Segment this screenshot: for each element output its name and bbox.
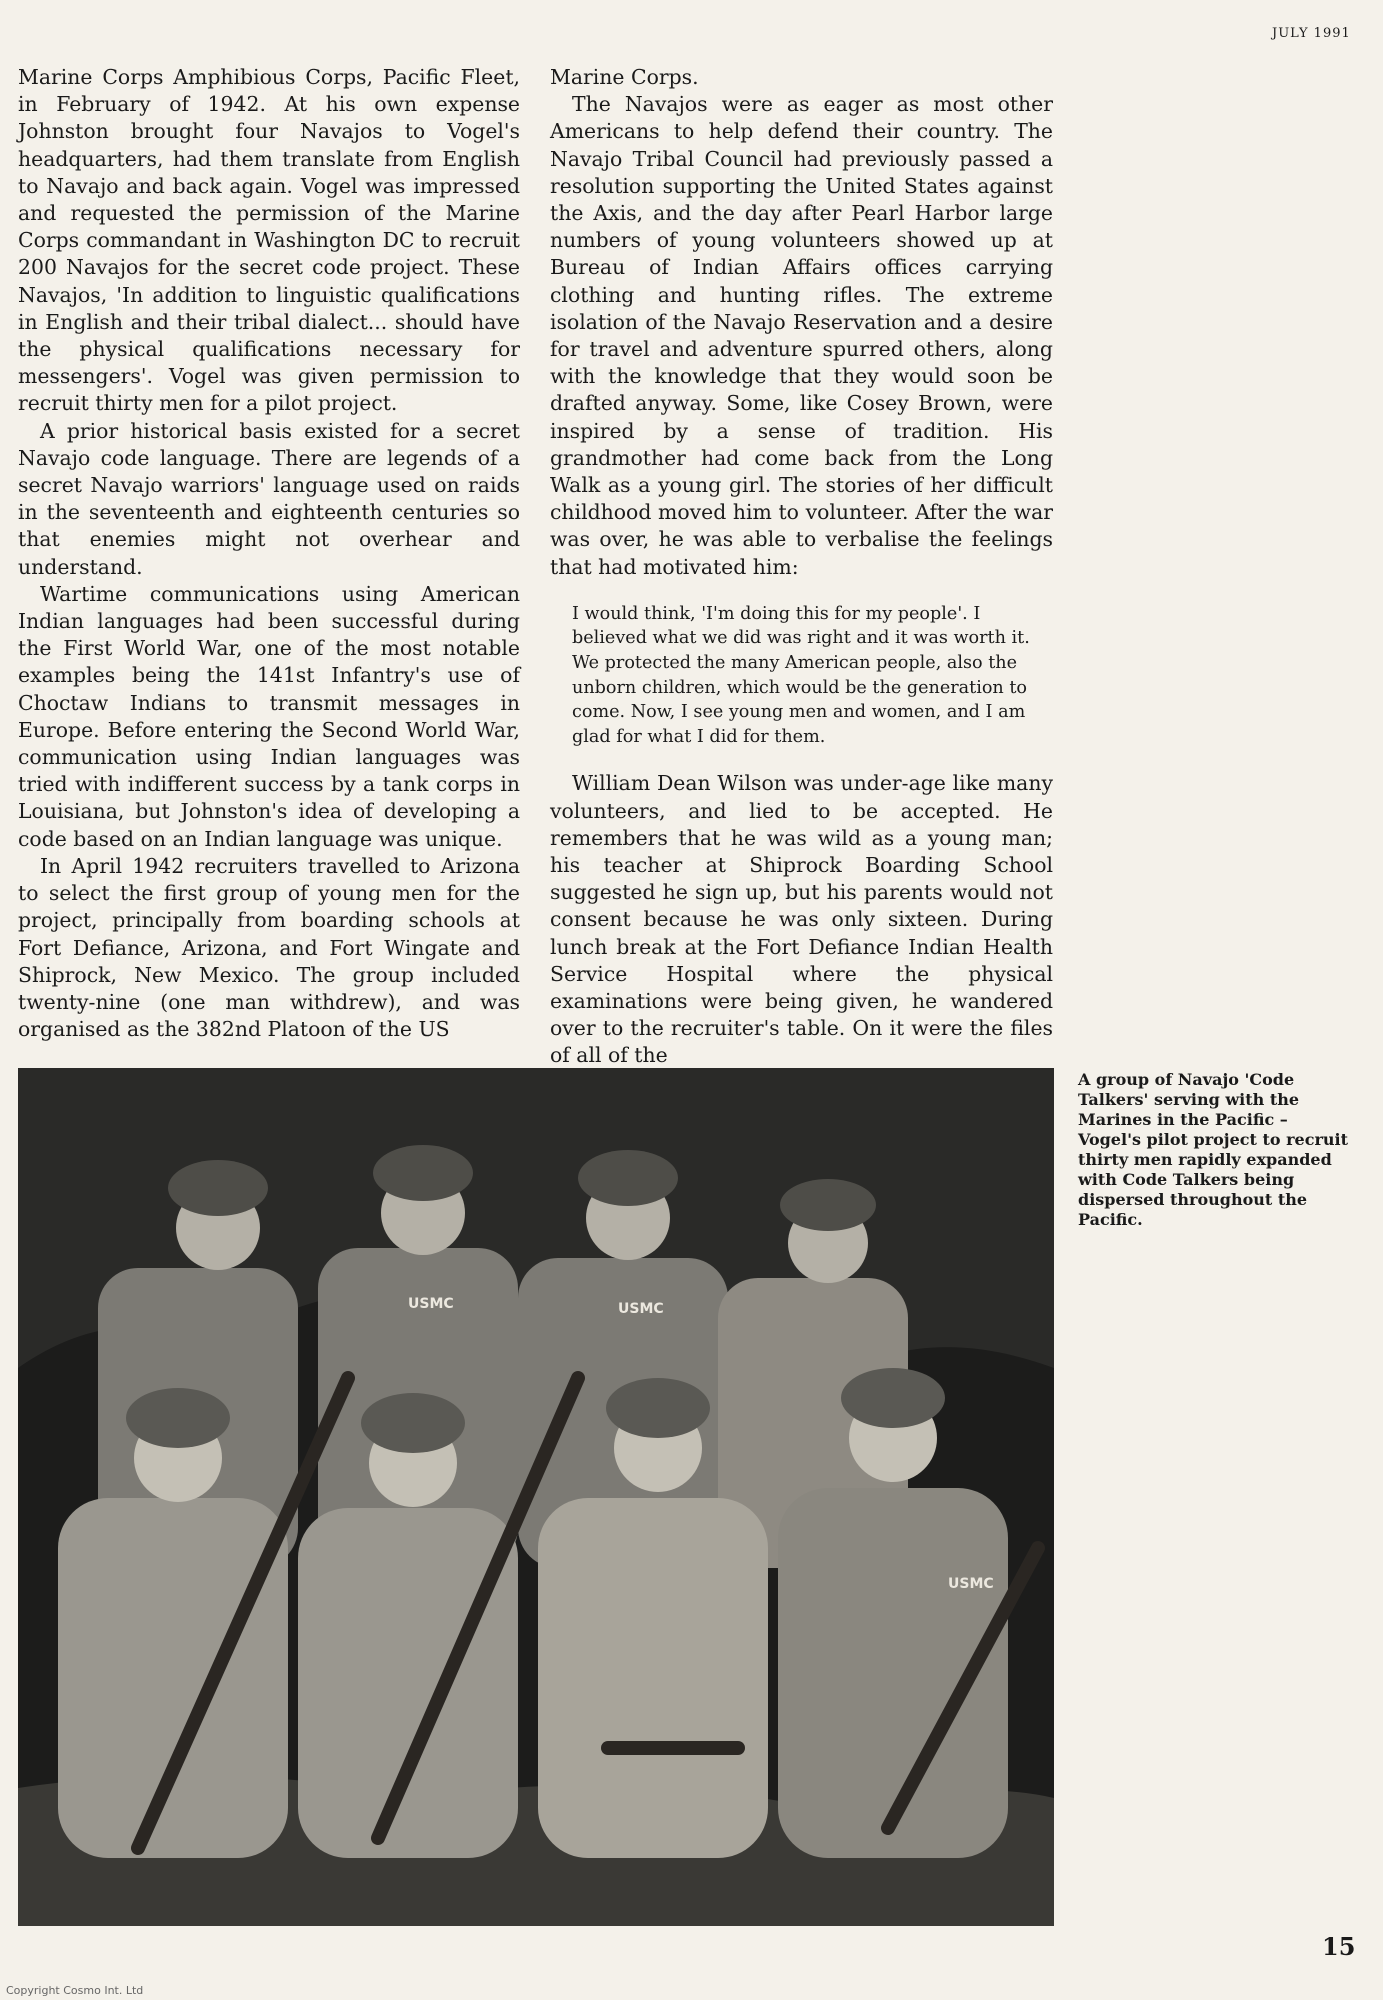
block-quote [572,602,1053,750]
code-talkers-photograph [18,1068,1054,1926]
article-column-right [550,64,1053,1070]
photo-caption: A group of Navajo 'Code Talkers' serving with the Marines in the Pacific – Vogel's pilot project to recruit thirty men rapidly expanded with Code Talkers being dispersed throughout the Pacific. [1078,1070,1348,1229]
paragraph: Wartime communications using American Indian languages had been successful during the First World War, one of the most notable examples being the 141st Infantry's use of Choctaw Indians to transmit messages in Europe. Before entering the Second World War, communication using Indian languages was tried with indifferent success by a tank corps in Louisiana, but Johnston's idea of developing a code based on an Indian language was unique. [18,581,520,851]
paragraph: William Dean Wilson was under-age like many volunteers, and lied to be accepted. He remembers that he was wild as a young man; his teacher at Shiprock Boarding School suggested he sign up, but his parents would not consent because he was only sixteen. During lunch break at the Fort Defiance Indian Health Service Hospital where the physical examinations were being given, he wandered over to the recruiter's table. On it were the files of all of the [550,771,1053,1068]
photo-illustration [18,1068,1054,1926]
quote-text: I would think, 'I'm doing this for my people'. I believed what we did was right and it was worth it. We protected the many American people, also the unborn children, which would be the generation to come. Now, I see young men and women, and I am glad for what I did for them. [572,603,1030,747]
paragraph: The Navajos were as eager as most other Americans to help defend their country. The Navajo Tribal Council had previously passed a resolution supporting the United States against the Axis, and the day after Pearl Harbor large numbers of young volunteers showed up at Bureau of Indian Affairs offices carrying clothing and hunting rifles. The extreme isolation of the Navajo Reservation and a desire for travel and adventure spurred others, along with the knowledge that they would soon be drafted anyway. Some, like Cosey Brown, were inspired by a sense of tradition. His grandmother had come back from the Long Walk as a young girl. The stories of her difficult childhood moved him to volunteer. After the war was over, he was able to verbalise the feelings that had motivated him: [550,92,1053,579]
helmet-label: USMC [618,1301,664,1317]
helmet-label: USMC [408,1296,454,1312]
helmet-label: USMC [948,1576,994,1592]
copyright-watermark: Copyright Cosmo Int. Ltd [6,1984,144,1997]
paragraph: Marine Corps. [550,65,699,89]
paragraph: In April 1942 recruiters travelled to Arizona to select the first group of young men for the project, principally from boarding schools at Fort Defiance, Arizona, and Fort Wingate and Shiprock, New Mexico. The group included twenty-nine (one man withdrew), and was organised as the 382nd Platoon of the US [18,853,520,1042]
article-column-left [18,64,520,1043]
page-number: 15 [1322,1932,1356,1961]
paragraph: Marine Corps Amphibious Corps, Pacific Fleet, in February of 1942. At his own expense Johnston brought four Navajos to Vogel's headquarters, had them translate from English to Navajo and back again. Vogel was impressed and requested the permission of the Marine Corps commandant in Washington DC to recruit 200 Navajos for the secret code project. These Navajos, 'In addition to linguistic qualifications in English and their tribal dialect... should have the physical qualifications necessary for messengers'. Vogel was given permission to recruit thirty men for a pilot project. [18,65,520,416]
issue-date: JULY 1991 [1272,26,1351,41]
paragraph: A prior historical basis existed for a secret Navajo code language. There are legends of a secret Navajo warriors' language used on raids in the seventeenth and eighteenth centuries so that enemies might not overhear and understand. [18,418,520,579]
